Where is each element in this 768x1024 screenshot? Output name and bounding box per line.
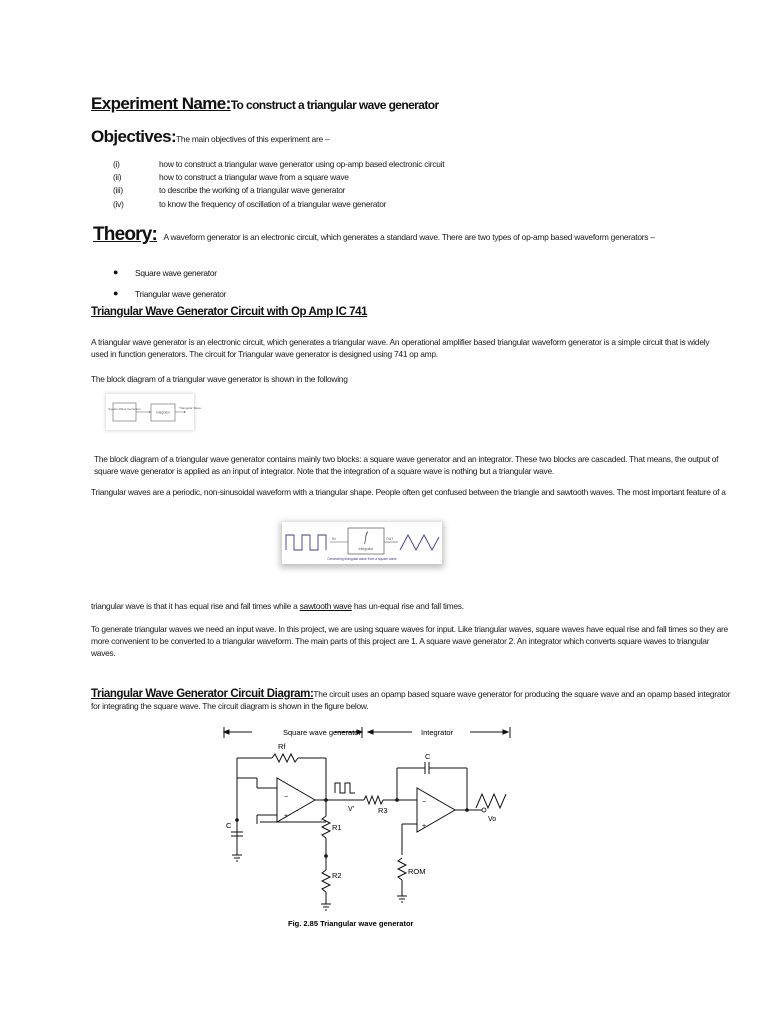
box2-label: Integrator [156, 410, 170, 415]
r1-label: R1 [332, 823, 342, 832]
bullet-text: Triangular wave generator [135, 289, 227, 299]
section1-para3 [94, 453, 718, 477]
section1-para5 [91, 600, 464, 612]
rf-label: Rf [278, 742, 286, 751]
block-diagram-image [106, 394, 201, 430]
plus-sign: + [422, 823, 427, 830]
para-line: square wave generator is applied as an input of integrator. Note that the integration of a square wave is nothing but a triangular wave. [94, 466, 554, 476]
para-line: To generate triangular waves we need an input wave. In this project, we are using square waves for input. Like triangular waves, square waves have equal rise and fall times so they are [91, 624, 728, 634]
objective-item [113, 159, 613, 171]
objective-item [113, 199, 613, 211]
experiment-heading [91, 94, 439, 114]
integral-sign-icon [364, 532, 368, 544]
para-line: used in function generators. The circuit for Triangular wave generator is designed using 741 op amp. [91, 349, 438, 359]
section2-heading: Triangular Wave Generator Circuit Diagram: [91, 688, 314, 700]
objective-num: (iii) [113, 185, 123, 195]
objective-num: (ii) [113, 172, 122, 182]
integrator-label: Integrator [358, 547, 374, 551]
wave-caption: Generating triangular wave from a square wave [327, 557, 397, 561]
rom-label: ROM [408, 867, 426, 876]
experiment-label: Experiment Name: [91, 94, 231, 113]
objective-text: how to construct a triangular wave from a square wave [159, 172, 349, 182]
vprime-label: V' [348, 806, 355, 813]
block-diagram-svg [106, 394, 201, 430]
circuit-svg [222, 720, 522, 935]
wave-diagram-image [282, 522, 442, 564]
objective-text: to know the frequency of oscillation of a triangular wave generator [159, 199, 387, 209]
circuit-caption: Fig. 2.85 Triangular wave generator [288, 919, 414, 928]
para5-text-b: has un-equal rise and fall times. [351, 601, 464, 611]
triangle-wave-icon [400, 535, 439, 550]
section1-para6 [91, 623, 728, 659]
out-label: Triangular Wave [179, 406, 201, 410]
para-line: A triangular wave generator is an electronic circuit, which generates a triangular wave. An operational amplifier based triangular waveform generator is a simple circuit that is widely [91, 337, 710, 347]
para-line: The block diagram of a triangular wave generator contains mainly two blocks: a square wave generator and an integrator. These two blocks are cascaded. That means, the output of [94, 454, 719, 464]
section2-text-line2: for integrating the square wave. The circuit diagram is shown in the figure below. [91, 701, 369, 711]
section1-para1 [91, 336, 709, 360]
bullet-dot-icon: ● [113, 288, 119, 298]
theory-block [93, 224, 655, 246]
objective-text: to describe the working of a triangular wave generator [159, 185, 346, 195]
objective-num: (iv) [113, 199, 124, 209]
out-label: OUT [386, 537, 394, 541]
objective-item [113, 185, 613, 197]
square-wave-icon [286, 535, 326, 550]
circuit-diagram [222, 720, 522, 935]
integrator-label: Integrator [421, 728, 454, 737]
plus-sign: + [284, 813, 289, 820]
c2-label: C [425, 752, 431, 761]
minus-sign: − [422, 799, 427, 806]
box1-label: Square Wave Generator [108, 407, 141, 411]
experiment-title: To construct a triangular wave generator [230, 98, 439, 112]
wave-diagram-svg [282, 522, 442, 564]
para-line: waves. [91, 648, 116, 658]
objective-item [113, 172, 613, 184]
vo-label: Vo [488, 816, 497, 823]
c1-label: C [226, 821, 232, 830]
bullet-dot-icon: ● [113, 267, 119, 277]
theory-bullet [113, 268, 413, 280]
para5-text-a: triangular wave is that it has equal rise and fall times while a [91, 601, 300, 611]
minus-sign: − [284, 794, 289, 801]
objective-num: (i) [113, 159, 120, 169]
objectives-label: Objectives: [91, 127, 177, 146]
sqgen-label: Square wave generator [283, 728, 361, 737]
theory-bullet [113, 289, 413, 301]
theory-intro: A waveform generator is an electronic circuit, which generates a standard wave. There are two types of op-amp based waveform generators – [163, 232, 655, 242]
para-line: more convenient to be converted to a triangular waveform. The main parts of this project are 1. A square wave generator 2. An integrator which converts square waves to triangular [91, 636, 710, 646]
section2-text: The circuit uses an opamp based square wave generator for producing the square wave and an opamp based integrator [313, 689, 731, 699]
section1-para2: The block diagram of a triangular wave generator is shown in the following [91, 374, 348, 384]
r2-label: R2 [332, 871, 342, 880]
in-label: IN [332, 537, 336, 541]
objectives-intro: The main objectives of this experiment are – [176, 134, 330, 144]
sawtooth-wave-link[interactable]: sawtooth wave [299, 601, 352, 611]
objectives-heading [91, 127, 329, 147]
section1-para4: Triangular waves are a periodic, non-sinusoidal waveform with a triangular shape. People often get confused between the triangle and sawtooth waves. The most important feature of a [91, 487, 726, 497]
theory-label: Theory: [93, 224, 158, 245]
square-wave-box [113, 403, 136, 421]
r3-label: R3 [378, 806, 388, 815]
bullet-text: Square wave generator [135, 268, 217, 278]
objective-text: how to construct a triangular wave generator using op-amp based electronic circuit [159, 159, 445, 169]
section1-heading: Triangular Wave Generator Circuit with Op Amp IC 741 [91, 306, 368, 318]
